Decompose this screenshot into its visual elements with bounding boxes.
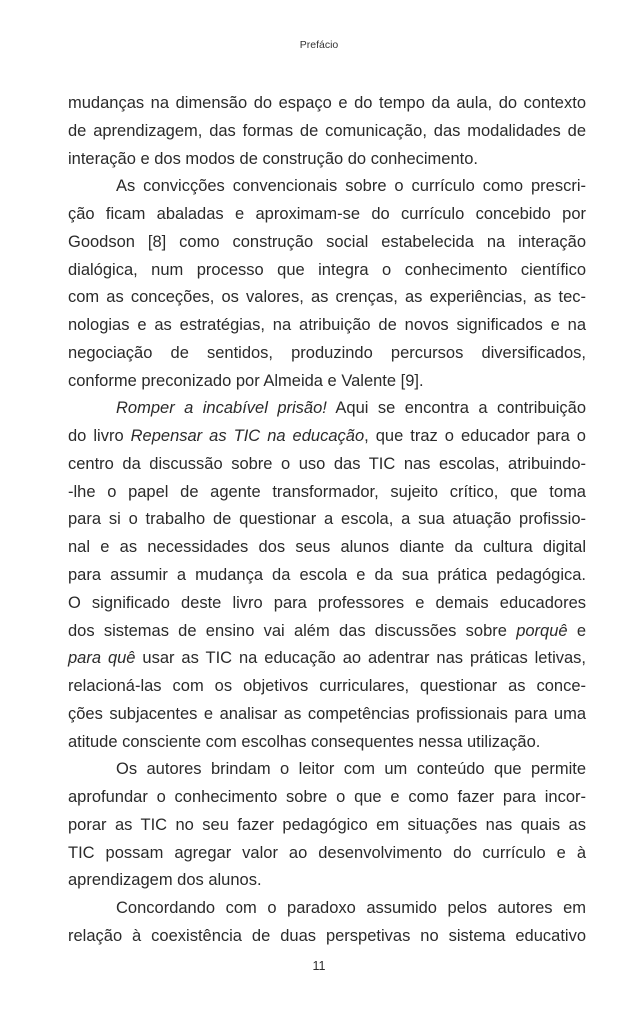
- line-text: atitude consciente com escolhas consequentes nessa utilização.: [68, 732, 541, 751]
- text-line: [68, 506, 586, 534]
- line-text: , que traz o educador para o: [364, 427, 586, 446]
- line-text: com as conceções, os valores, as crenças, as experiências, as tec-: [68, 288, 586, 307]
- text-line: [68, 673, 586, 701]
- body-text: [68, 90, 586, 951]
- text-line: [68, 590, 586, 618]
- line-text: -lhe o papel de agente transformador, sujeito crítico, que toma: [68, 482, 586, 501]
- line-text: nal e as necessidades dos seus alunos diante da cultura digital: [68, 538, 586, 557]
- text-line: [68, 867, 586, 895]
- text-line: [68, 923, 586, 951]
- text-line: [68, 368, 586, 396]
- line-text: relação à coexistência de duas perspetivas no sistema educativo: [68, 926, 586, 945]
- paragraph: [68, 395, 586, 756]
- line-text: aprendizagem dos alunos.: [68, 871, 262, 890]
- text-line: [68, 895, 586, 923]
- line-text: O significado deste livro para professores e demais educadores: [68, 593, 586, 612]
- line-text: dos sistemas de ensino vai além das discussões sobre: [68, 621, 517, 640]
- text-line: [68, 562, 586, 590]
- line-text: para si o trabalho de questionar a escola, a sua atuação profissio-: [68, 510, 586, 529]
- text-line: [68, 312, 586, 340]
- line-text: de aprendizagem, das formas de comunicação, das modalidades de: [68, 121, 586, 140]
- text-line: [68, 534, 586, 562]
- text-line: [68, 201, 586, 229]
- line-text: dialógica, num processo que integra o conhecimento científico: [68, 260, 586, 279]
- text-line: [68, 784, 586, 812]
- line-text: Goodson [8] como construção social estabelecida na interação: [68, 232, 586, 251]
- line-text: As convicções convencionais sobre o currículo como prescri-: [116, 177, 586, 196]
- line-text: porar as TIC no seu fazer pedagógico em situações nas quais as: [68, 815, 586, 834]
- text-line: [68, 812, 586, 840]
- emphasis-text: Romper a incabível prisão!: [116, 399, 327, 418]
- text-line: [68, 257, 586, 285]
- line-text: negociação de sentidos, produzindo percursos diversificados,: [68, 343, 586, 362]
- line-text: interação e dos modos de construção do conhecimento.: [68, 149, 479, 168]
- line-text: e: [567, 621, 586, 640]
- line-text: aprofundar o conhecimento sobre o que e como fazer para incor-: [68, 788, 586, 807]
- text-line: [68, 173, 586, 201]
- line-text: ção ficam abaladas e aproximam-se do currículo concebido por: [68, 205, 586, 224]
- text-line: [68, 701, 586, 729]
- text-line: [68, 645, 586, 673]
- book-title-emphasis: Repensar as TIC na educação: [130, 427, 365, 446]
- running-header: Prefácio: [299, 39, 339, 51]
- text-line: [68, 118, 586, 146]
- text-line: [68, 618, 586, 646]
- text-line: [68, 146, 586, 174]
- text-line: [68, 451, 586, 479]
- line-text: TIC possam agregar valor ao desenvolvimento do currículo e à: [68, 843, 586, 862]
- text-line: [68, 90, 586, 118]
- text-line: [68, 423, 586, 451]
- line-text: Aqui se encontra a contribuição: [326, 399, 586, 418]
- text-line: [68, 395, 586, 423]
- emphasis-text: para quê: [68, 649, 136, 668]
- text-line: [68, 479, 586, 507]
- line-text: Concordando com o paradoxo assumido pelos autores em: [116, 899, 586, 918]
- text-line: [68, 729, 586, 757]
- line-text: do livro: [68, 427, 131, 446]
- text-line: [68, 840, 586, 868]
- line-text: Os autores brindam o leitor com um conteúdo que permite: [116, 760, 586, 779]
- paragraph: [68, 756, 586, 895]
- line-text: mudanças na dimensão do espaço e do tempo da aula, do contexto: [68, 94, 586, 112]
- text-line: [68, 756, 586, 784]
- paragraph: [68, 895, 586, 951]
- line-text: centro da discussão sobre o uso das TIC nas escolas, atribuindo-: [68, 454, 586, 473]
- line-text: usar as TIC na educação ao adentrar nas práticas letivas,: [135, 649, 586, 668]
- emphasis-text: porquê: [516, 621, 568, 640]
- line-text: para assumir a mudança da escola e da sua prática pedagógica.: [68, 566, 586, 585]
- text-line: [68, 229, 586, 257]
- line-text: conforme preconizado por Almeida e Valente [9].: [68, 371, 424, 390]
- line-text: nologias e as estratégias, na atribuição de novos significados e na: [68, 316, 586, 335]
- paragraph: [68, 173, 586, 395]
- page-number: 11: [312, 959, 326, 973]
- paragraph: [68, 90, 586, 173]
- line-text: ções subjacentes e analisar as competências profissionais para uma: [68, 704, 586, 723]
- text-line: [68, 284, 586, 312]
- text-line: [68, 340, 586, 368]
- line-text: relacioná-las com os objetivos curriculares, questionar as conce-: [68, 677, 586, 696]
